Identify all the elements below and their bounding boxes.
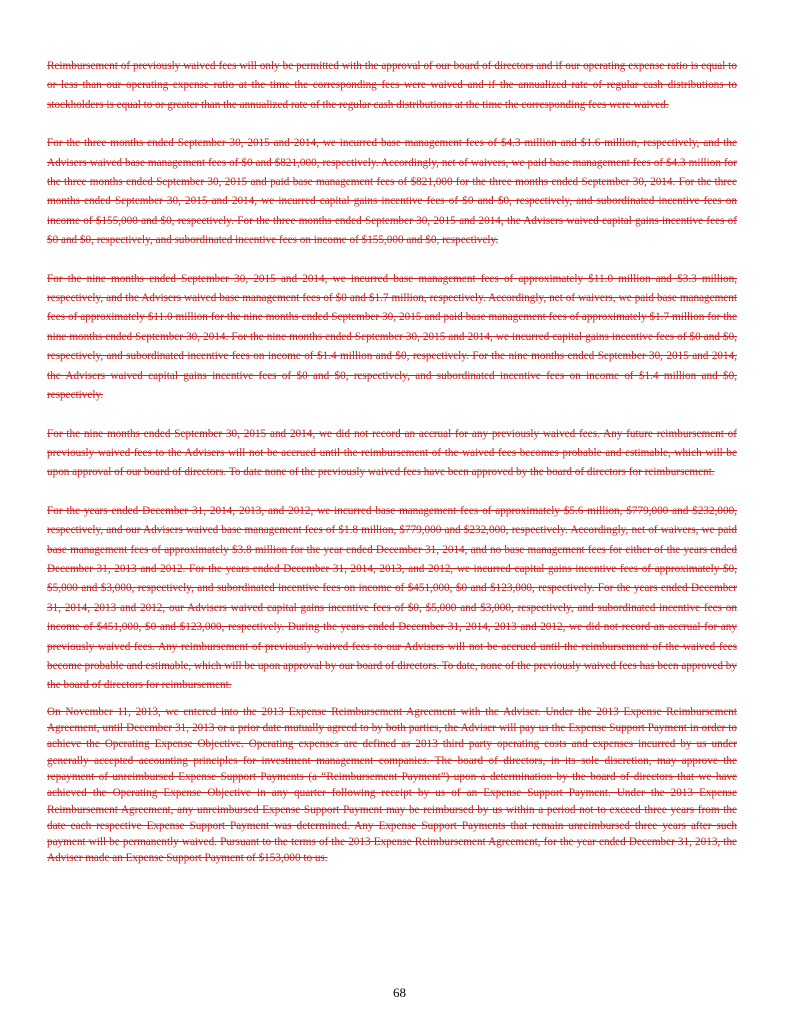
paragraph-nine-months-accrual: For the nine months ended September 30, 2015 and 2014, we did not record an accrual for any previously waived fees. Any future reimbursement of previously waived fees to the Advisers will not be accrued until the reimbursement of the waived fees becomes probable and estimable, which will be upon approval of our board of directors. To date none of the previously waived fees have been approved by the board of directors for reimbursement. xyxy=(47,427,737,479)
paragraph-fee-reimbursement-conditions: Reimbursement of previously waived fees will only be permitted with the approval of our board of directors and if our operating expense ratio is equal to or less than our operating expense ratio at the time the corresponding fees were waived and if the annualized rate of regular cash distributions to stockholders is equal to or greater than the annualized rate of the regular cash distributions at the time the corresponding fees were waived. xyxy=(47,60,737,111)
paragraph-three-months-fees: For the three months ended September 30, 2015 and 2014, we incurred base management fees of $4.3 million and $1.6 million, respectively, and the Advisers waived base management fees of $0 and $821,000, respectively. Accordingly, net of waivers, we paid base management fees of $4.3 million for the three months ended September 30, 2015 and paid base management fees of $821,000 for the three months ended September 30, 2014. For the three months ended September 30, 2015 and 2014, we incurred capital gains incentive fees of $0 and $0, respectively, and subordinated incentive fees on income of $155,000 and $0, respectively. For the three months ended September 30, 2015 and 2014, the Advisers waived capital gains incentive fees of $0 and $0, respectively, and subordinated incentive fees on income of $155,000 and $0, respectively. xyxy=(47,137,737,247)
page-number: 68 xyxy=(393,985,406,1000)
paragraph-expense-reimbursement-agreement: On November 11, 2013, we entered into the 2013 Expense Reimbursement Agreement with the Adviser. Under the 2013 Expense Reimbursement Agreement, until December 31, 2013 or a prior date mutually agreed to by both parties, the Adviser will pay us the Expense Support Payment in order to achieve the Operating Expense Objective. Operating expenses are defined as 2013 third party operating costs and expenses incurred by us under generally accepted accounting principles for investment management companies. The board of directors, in its sole discretion, may approve the repayment of unreimbursed Expense Support Payments (a “Reimbursement Payment”) upon a determination by the board of directors that we have achieved the Operating Expense Objective in any quarter following receipt by us of an Expense Support Payment. Under the 2013 Expense Reimbursement Agreement, any unreimbursed Expense Support Payment may be reimbursed by us within a period not to exceed three years from the date each respective Expense Support Payment was determined. Any Expense Support Payments that remain unreimbursed three years after such payment will be permanently waived. Pursuant to the terms of the 2013 Expense Reimbursement Agreement, for the year ended December 31, 2013, the Adviser made an Expense Support Payment of $153,000 to us. xyxy=(47,705,737,865)
paragraph-annual-fees: For the years ended December 31, 2014, 2013, and 2012, we incurred base management fees of approximately $5.6 million, $779,000 and $232,000, respectively, and our Advisers waived base management fees of $1.8 million, $779,000 and $232,000, respectively. Accordingly, net of waivers, we paid base management fees of approximately $3.8 million for the year ended December 31, 2014, and no base management fees for either of the years ended December 31, 2013 and 2012. For the years ended December 31, 2014, 2013, and 2012, we incurred capital gains incentive fees of approximately $0, $5,000 and $3,000, respectively, and subordinated incentive fees on income of $451,000, $0 and $123,000, respectively. For the years ended December 31, 2014, 2013 and 2012, our Advisers waived capital gains incentive fees of $0, $5,000 and $3,000, respectively, and subordinated incentive fees on income of $451,000, $0 and $123,000, respectively. During the years ended December 31, 2014, 2013 and 2012, we did not record an accrual for any previously waived fees. Any reimbursement of previously waived fees to our Advisers will not be accrued until the reimbursement of the waived fees become probable and estimable, which will be upon approval by our board of directors. To date, none of the previously waived fees has been approved by the board of directors for reimbursement. xyxy=(47,504,737,692)
document-body xyxy=(47,57,737,867)
paragraph-nine-months-fees: For the nine months ended September 30, 2015 and 2014, we incurred base management fees of approximately $11.0 million and $3.3 million, respectively, and the Advisers waived base management fees of $0 and $1.7 million, respectively. Accordingly, net of waivers, we paid base management fees of approximately $11.0 million for the nine months ended September 30, 2015 and paid base management fees of approximately $1.7 million for the nine months ended September 30, 2014. For the nine months ended September 30, 2015 and 2014, we incurred capital gains incentive fees of $0 and $0, respectively, and subordinated incentive fees on income of $1.4 million and $0, respectively. For the nine months ended September 30, 2015 and 2014, the Advisers waived capital gains incentive fees of $0 and $0, respectively, and subordinated incentive fees on income of $1.4 million and $0, respectively. xyxy=(47,272,737,402)
